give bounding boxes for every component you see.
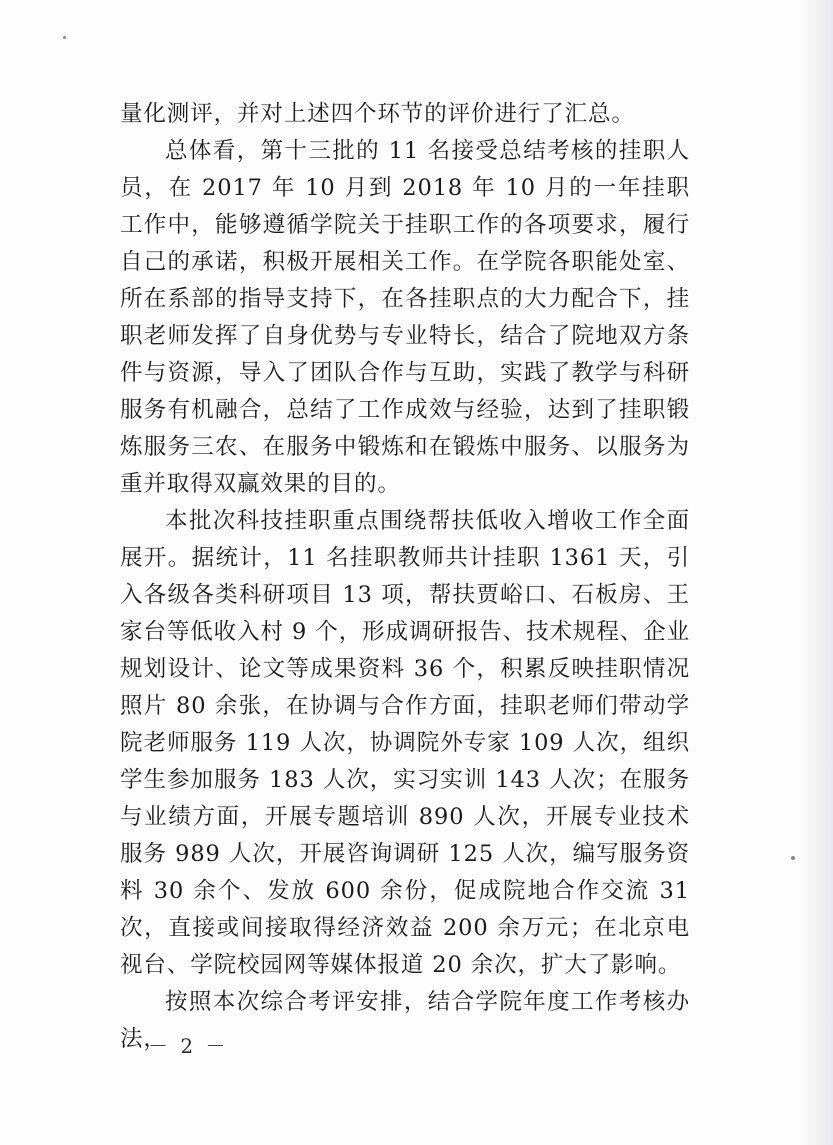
- scan-speck: [63, 36, 66, 39]
- paragraph-continued: 量化测评，并对上述四个环节的评价进行了汇总。: [120, 101, 635, 127]
- paragraph-summary: 总体看，第十三批的 11 名接受总结考核的挂职人员，在 2017 年 10 月到 2018 年 10 月的一年挂职工作中，能够遵循学院关于挂职工作的各项要求，履行自己的承诺，积极开展相关工作。在学院各职能处室、所在系部的指导支持下，在各挂职点的大力配合下，挂职老师发挥了自身优势与专业特长，结合了院地双方条件与资源，导入了团队合作与互助，实践了教学与科研服务有机融合，总结了工作成效与经验，达到了挂职锻炼服务三农、在服务中锻炼和在锻炼中服务、以服务为重并取得双赢效果的目的。: [120, 138, 690, 497]
- scan-speck: [791, 856, 795, 860]
- scan-edge-shadow: [799, 0, 833, 1145]
- paragraph-statistics: 本批次科技挂职重点围绕帮扶低收入增收工作全面展开。据统计，11 名挂职教师共计挂职 1361 天，引入各级各类科研项目 13 项，帮扶贾峪口、石板房、王家台等低收入村 9 个，形成调研报告、技术规程、企业规划设计、论文等成果资料 36 个，积累反映挂职情况照片 80 余张，在协调与合作方面，挂职老师们带动学院老师服务 119 人次，协调院外专家 109 人次，组织学生参加服务 183 人次，实习实训 143 人次；在服务与业绩方面，开展专题培训 890 人次，开展专业技术服务 989 人次，开展咨询调研 125 人次，编写服务资料 30 余个、发放 600 余份，促成院地合作交流 31 次，直接或间接取得经济效益 200 余万元；在北京电视台、学院校园网等媒体报道 20 余次，扩大了影响。: [120, 508, 690, 978]
- body-text: [120, 96, 690, 1058]
- paragraph-evaluation: 按照本次综合考评安排，结合学院年度工作考核办法，: [120, 989, 690, 1052]
- page-number: － 2 －: [148, 1034, 229, 1058]
